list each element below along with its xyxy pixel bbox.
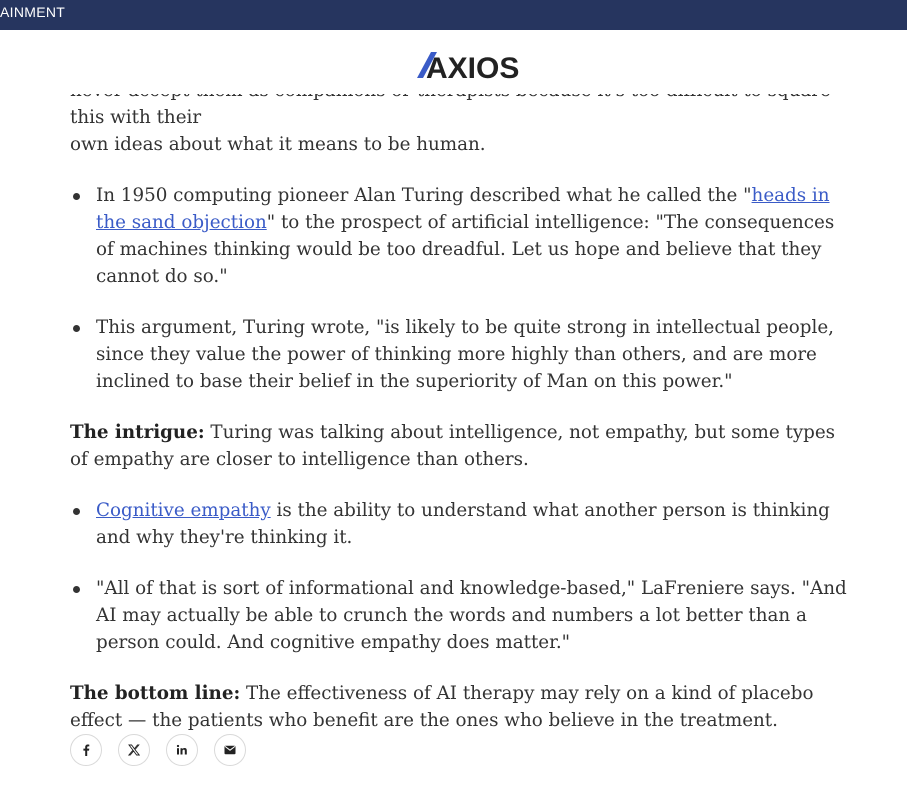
bottom-line-paragraph: [70, 680, 855, 734]
axios-logo[interactable]: [417, 50, 525, 82]
bullet-text: "All of that is sort of informational and knowledge-based," LaFreniere says. "And AI may actually be able to crunch the words and numbers a lot better than a person could. And cognitive empathy does matter.": [96, 578, 847, 653]
intrigue-text: Turing was talking about intelligence, not empathy, but some types of empathy are closer to intelligence than others.: [70, 422, 836, 470]
intrigue-paragraph: [70, 419, 855, 473]
email-icon: [224, 745, 236, 755]
cognitive-empathy-link[interactable]: Cognitive empathy: [96, 500, 271, 521]
section-nav-label[interactable]: AINMENT: [0, 4, 66, 20]
list-item: [70, 497, 855, 551]
heads-in-sand-link[interactable]: heads in the sand objection: [96, 185, 830, 233]
top-nav-bar: [0, 0, 907, 30]
bottom-line-text: The effectiveness of AI therapy may rely on a kind of placebo effect — the patients who benefit are the ones who believe in the treatment.: [70, 683, 814, 731]
bullet-text: In 1950 computing pioneer Alan Turing described what he called the ": [96, 185, 752, 206]
list-item: [70, 182, 855, 290]
bullet-text: is the ability to understand what another person is thinking and why they're thinking it.: [96, 500, 830, 548]
share-email-button[interactable]: [214, 734, 246, 766]
bottom-line-label: The bottom line:: [70, 683, 241, 704]
share-bar: [70, 734, 246, 766]
paragraph-end: own ideas about what it means to be human.: [70, 134, 486, 155]
truncated-line: this with their: [70, 107, 202, 128]
bullet-text: " to the prospect of artificial intelligence: "The consequences of machines thinking would be too dreadful. Let us hope and believe that they cannot do so.": [96, 212, 835, 287]
bullet-list-turing: [70, 182, 855, 395]
facebook-icon: [81, 744, 91, 756]
bullet-text: This argument, Turing wrote, "is likely to be quite strong in intellectual people, since they value the power of thinking more highly than others, and are more inclined to base their belief in the superiority of Man on this power.": [96, 317, 834, 392]
x-icon: [128, 744, 140, 756]
article-body: [70, 90, 855, 734]
linkedin-icon: [176, 744, 188, 756]
bullet-list-empathy: [70, 497, 855, 656]
share-x-button[interactable]: [118, 734, 150, 766]
logo-text: AXIOS: [426, 52, 520, 82]
share-linkedin-button[interactable]: [166, 734, 198, 766]
list-item: [70, 314, 855, 395]
share-facebook-button[interactable]: [70, 734, 102, 766]
list-item: [70, 575, 855, 656]
intrigue-label: The intrigue:: [70, 422, 205, 443]
